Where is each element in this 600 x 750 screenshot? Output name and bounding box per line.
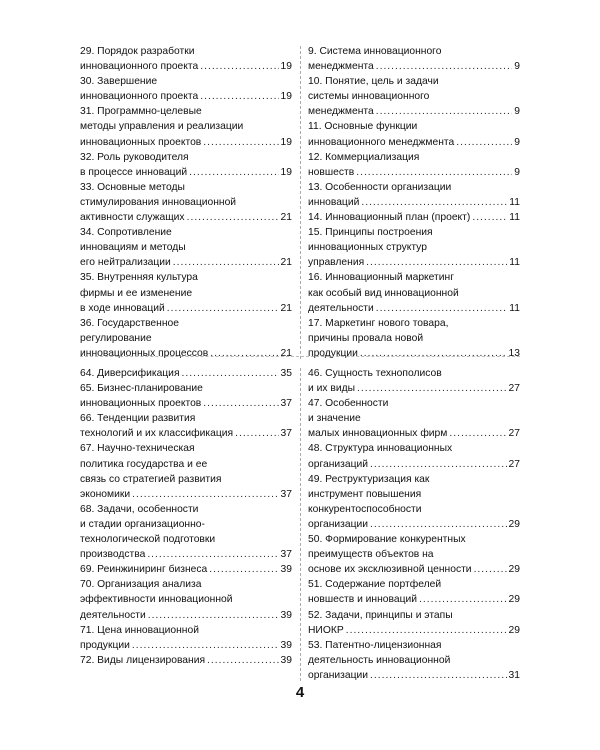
toc-entry-page-number: 29 — [508, 518, 520, 530]
toc-entry-final-line — [80, 366, 292, 381]
toc-entry-final-line — [80, 346, 292, 361]
toc-entry-title-end: продукции — [308, 347, 358, 359]
toc-entry[interactable] — [80, 623, 292, 653]
toc-entry-final-line — [308, 59, 520, 74]
dot-leader — [357, 381, 507, 396]
toc-entry-line: 11. Основные функции — [308, 121, 418, 133]
dot-leader — [148, 608, 279, 623]
toc-entry-page-number: 11 — [509, 257, 520, 269]
toc-entry[interactable] — [80, 180, 292, 225]
toc-entry-final-line — [308, 517, 520, 532]
toc-entry[interactable] — [308, 210, 520, 225]
toc-entry[interactable] — [308, 316, 520, 361]
dot-leader — [132, 638, 279, 653]
toc-entry-title-end: инновационного менеджмента — [308, 136, 455, 148]
toc-entry[interactable] — [308, 532, 520, 577]
dot-leader — [376, 59, 513, 74]
toc-entry-final-line — [80, 638, 292, 653]
toc-entry-title-end: продукции — [80, 639, 130, 651]
toc-entry-final-line — [80, 608, 292, 623]
toc-entry-final-line — [308, 165, 520, 180]
toc-entry-line: 34. Сопротивление — [80, 227, 172, 239]
toc-entry-title-end: его нейтрализации — [80, 257, 171, 269]
toc-entry-final-line — [80, 487, 292, 502]
toc-entry-title-end: менеджмента — [308, 106, 374, 118]
dot-leader — [376, 301, 508, 316]
toc-entry-page-number: 19 — [280, 61, 292, 73]
dot-leader — [356, 165, 512, 180]
toc-entry-title-end: в процессе инноваций — [80, 166, 188, 178]
toc-entry[interactable] — [308, 396, 520, 441]
toc-entry-line: 29. Порядок разработки — [80, 46, 195, 57]
toc-entry-line: 46. Сущность технополисов — [308, 368, 442, 379]
toc-entry-page-number: 39 — [280, 609, 292, 621]
toc-entry-line: технологической подготовки — [80, 534, 216, 546]
toc-entry-page-number: 19 — [280, 91, 292, 103]
toc-entry-line: 32. Роль руководителя — [80, 151, 189, 163]
toc-entry-title-end: экономики — [80, 488, 131, 500]
toc-entry-line: 9. Система инновационного — [308, 46, 442, 57]
dot-leader — [346, 623, 507, 638]
dot-leader — [189, 165, 278, 180]
toc-entry[interactable] — [308, 180, 520, 210]
toc-entry-page-number: 11 — [509, 302, 520, 314]
toc-entry[interactable] — [308, 608, 520, 638]
toc-entry-line: политика государства и ее — [80, 458, 208, 470]
toc-column-top-left — [80, 44, 292, 361]
toc-entry[interactable] — [308, 638, 520, 683]
toc-entry-title-end: основе их эксклюзивной ценности — [308, 564, 472, 576]
toc-entry-title-end: НИОКР — [308, 624, 344, 636]
toc-entry-final-line — [308, 255, 520, 270]
toc-entry-page-number: 19 — [280, 166, 292, 178]
toc-entry-page-number: 9 — [514, 61, 520, 73]
toc-entry-line: 65. Бизнес-планирование — [80, 383, 203, 395]
toc-entry-line: 48. Структура инновационных — [308, 443, 453, 455]
dot-leader — [474, 562, 507, 577]
section-divider — [80, 356, 520, 357]
dot-leader — [449, 426, 506, 441]
toc-entry[interactable] — [308, 225, 520, 270]
dot-leader — [370, 517, 507, 532]
toc-entry-page-number: 27 — [508, 383, 520, 395]
toc-entry-title-end: организации — [308, 518, 368, 530]
toc-entry-line: 36. Государственное — [80, 317, 179, 329]
toc-entry-final-line — [308, 668, 520, 683]
toc-entry-line: фирмы и ее изменение — [80, 287, 193, 299]
toc-entry-line: инновациям и методы — [80, 242, 186, 254]
toc-entry-page-number: 39 — [280, 639, 292, 651]
toc-entry[interactable] — [80, 381, 292, 411]
toc-entry-final-line — [308, 346, 520, 361]
toc-entry-line: 10. Понятие, цель и задачи — [308, 76, 439, 88]
dot-leader — [203, 135, 278, 150]
toc-entry-final-line — [80, 89, 292, 104]
toc-entry-line: 67. Научно-техническая — [80, 443, 195, 455]
toc-entry-line: 16. Инновационный маркетинг — [308, 272, 454, 284]
toc-entry-line: 31. Программно-целевые — [80, 106, 202, 118]
toc-entry-page-number: 9 — [514, 106, 520, 118]
toc-entry[interactable] — [80, 577, 292, 622]
toc-entry-page-number: 19 — [280, 136, 292, 148]
toc-entry-title-end: новшеств и инноваций — [308, 594, 418, 606]
toc-entry[interactable] — [80, 562, 292, 577]
toc-entry-title-end: инновационных процессов — [80, 347, 209, 359]
toc-entry-page-number: 29 — [508, 594, 520, 606]
dot-leader — [200, 89, 278, 104]
toc-entry-final-line — [308, 135, 520, 150]
dot-leader — [370, 457, 507, 472]
toc-column-bottom-right — [308, 366, 520, 683]
page-number: 4 — [295, 684, 305, 701]
toc-entry[interactable] — [80, 441, 292, 501]
toc-entry-final-line — [308, 562, 520, 577]
dot-leader — [361, 195, 507, 210]
toc-entry-line: конкурентоспособности — [308, 503, 422, 515]
toc-entry[interactable] — [308, 577, 520, 607]
toc-entry-title-end: 69. Реинжиниринг бизнеса — [80, 564, 208, 576]
toc-entry[interactable] — [308, 441, 520, 471]
toc-entry-line: 30. Завершение — [80, 76, 158, 88]
toc-entry-line: инновационных структур — [308, 242, 427, 254]
toc-entry-page-number: 39 — [280, 654, 292, 666]
toc-entry-page-number: 37 — [280, 398, 292, 410]
toc-column-top-right — [308, 44, 520, 361]
toc-entry[interactable] — [80, 316, 292, 361]
toc-entry-title-end: новшеств — [308, 166, 355, 178]
toc-entry[interactable] — [308, 472, 520, 532]
toc-entry-line: 52. Задачи, принципы и этапы — [308, 609, 453, 621]
toc-entry[interactable] — [80, 366, 292, 381]
toc-entry-page-number: 29 — [508, 564, 520, 576]
toc-entry-final-line — [80, 562, 292, 577]
dot-leader — [366, 255, 507, 270]
toc-entry-page-number: 27 — [508, 458, 520, 470]
dot-leader — [182, 366, 279, 381]
toc-entry-line: преимуществ объектов на — [308, 549, 434, 561]
toc-entry-line: 17. Маркетинг нового товара, — [308, 317, 449, 329]
toc-entry-line: 70. Организация анализа — [80, 579, 202, 591]
dot-leader — [203, 396, 278, 411]
toc-entry-final-line — [308, 195, 520, 210]
toc-entry-final-line — [80, 210, 292, 225]
toc-entry-final-line — [308, 301, 520, 316]
toc-entry-line: 33. Основные методы — [80, 181, 185, 193]
toc-entry-line: 15. Принципы построения — [308, 227, 433, 239]
dot-leader — [472, 210, 507, 225]
toc-entry-final-line — [308, 381, 520, 396]
toc-entry-line: как особый вид инновационной — [308, 287, 459, 299]
toc-entry-line: 50. Формирование конкурентных — [308, 534, 466, 546]
toc-entry[interactable] — [308, 74, 520, 119]
dot-leader — [209, 562, 278, 577]
toc-entry-page-number: 21 — [280, 212, 292, 224]
toc-entry[interactable] — [308, 150, 520, 180]
toc-entry[interactable] — [80, 502, 292, 562]
toc-entry[interactable] — [80, 150, 292, 180]
dot-leader — [360, 346, 507, 361]
toc-entry-page-number: 13 — [508, 347, 520, 359]
toc-entry-final-line — [308, 104, 520, 119]
toc-entry-line: и значение — [308, 413, 361, 425]
toc-entry-page-number: 21 — [280, 302, 292, 314]
toc-entry-final-line — [80, 255, 292, 270]
toc-entry-final-line — [80, 59, 292, 74]
toc-entry[interactable] — [80, 104, 292, 149]
toc-entry-line: методы управления и реализации — [80, 121, 244, 133]
toc-entry-line: 13. Особенности организации — [308, 181, 452, 193]
dot-leader — [235, 426, 278, 441]
toc-entry-line: деятельность инновационной — [308, 654, 451, 666]
toc-entry-line: связь со стратегией развития — [80, 473, 222, 485]
toc-entry-final-line — [80, 135, 292, 150]
toc-entry-page-number: 37 — [280, 549, 292, 561]
toc-entry[interactable] — [308, 270, 520, 315]
toc-entry-final-line — [308, 210, 520, 225]
dot-leader — [200, 59, 278, 74]
toc-entry-title-end: в ходе инноваций — [80, 302, 165, 314]
toc-entry-line: 68. Задачи, особенности — [80, 503, 199, 515]
toc-entry-title-end: производства — [80, 549, 146, 561]
toc-entry-title-end: инновационного проекта — [80, 91, 199, 103]
toc-entry-final-line — [80, 547, 292, 562]
toc-entry-title-end: менеджмента — [308, 61, 374, 73]
toc-entry[interactable] — [80, 270, 292, 315]
toc-entry-line: инструмент повышения — [308, 488, 422, 500]
toc-entry[interactable] — [308, 119, 520, 149]
toc-entry-title-end: организаций — [308, 458, 368, 470]
toc-column-bottom-left — [80, 366, 292, 668]
dot-leader — [167, 301, 279, 316]
toc-entry-title-end: 64. Диверсификация — [80, 368, 180, 379]
toc-entry-line: регулирование — [80, 332, 152, 344]
toc-entry-title-end: организации — [308, 669, 368, 681]
toc-entry-title-end: 14. Инновационный план (проект) — [308, 212, 471, 224]
toc-entry-line: 49. Реструктуризация как — [308, 473, 430, 485]
toc-entry-final-line — [80, 301, 292, 316]
dot-leader — [370, 668, 507, 683]
dot-leader — [132, 487, 278, 502]
toc-entry-title-end: инновационных проектов — [80, 136, 202, 148]
dot-leader — [210, 346, 278, 361]
toc-entry-title-end: технологий и их классификация — [80, 428, 234, 440]
toc-entry-page-number: 35 — [280, 368, 292, 379]
toc-entry-line: эффективности инновационной — [80, 594, 233, 606]
dot-leader — [147, 547, 278, 562]
toc-entry-final-line — [308, 426, 520, 441]
toc-entry-final-line — [308, 623, 520, 638]
toc-entry-final-line — [308, 457, 520, 472]
toc-entry[interactable] — [80, 74, 292, 104]
toc-entry-page-number: 31 — [508, 669, 520, 681]
toc-entry[interactable] — [308, 44, 520, 74]
toc-entry[interactable] — [80, 653, 292, 668]
toc-entry-page-number: 39 — [280, 564, 292, 576]
toc-entry-page-number: 9 — [514, 136, 520, 148]
toc-entry-title-end: малых инновационных фирм — [308, 428, 448, 440]
toc-entry-line: 12. Коммерциализация — [308, 151, 420, 163]
toc-entry-page-number: 37 — [280, 428, 292, 440]
toc-entry-title-end: деятельности — [308, 302, 374, 314]
dot-leader — [187, 210, 279, 225]
toc-entry-title-end: 72. Виды лицензирования — [80, 654, 206, 666]
toc-entry-page-number: 27 — [508, 428, 520, 440]
toc-entry-line: 35. Внутренняя культура — [80, 272, 198, 284]
toc-entry-line: 66. Тенденции развития — [80, 413, 196, 425]
dot-leader — [419, 592, 507, 607]
toc-entry-final-line — [80, 426, 292, 441]
toc-entry-line: стимулирования инновационной — [80, 196, 237, 208]
toc-entry[interactable] — [80, 44, 292, 74]
toc-entry-final-line — [80, 165, 292, 180]
dot-leader — [376, 104, 513, 119]
toc-entry-line: причины провала новой — [308, 332, 424, 344]
toc-entry-title-end: активности служащих — [80, 212, 185, 224]
toc-entry-final-line — [80, 396, 292, 411]
toc-entry-line: и стадии организационно- — [80, 518, 205, 530]
toc-entry-line: 47. Особенности — [308, 398, 389, 410]
toc-entry-final-line — [80, 653, 292, 668]
toc-entry-title-end: и их виды — [308, 383, 356, 395]
toc-entry-title-end: деятельности — [80, 609, 146, 621]
toc-entry-page-number: 11 — [509, 196, 520, 208]
toc-entry-page-number: 9 — [514, 166, 520, 178]
dot-leader — [456, 135, 512, 150]
toc-entry-line: 71. Цена инновационной — [80, 624, 199, 636]
toc-entry-title-end: управления — [308, 257, 365, 269]
toc-entry[interactable] — [80, 225, 292, 270]
toc-entry-page-number: 21 — [280, 257, 292, 269]
toc-entry-title-end: инновационных проектов — [80, 398, 202, 410]
toc-entry-page-number: 29 — [508, 624, 520, 636]
toc-entry-final-line — [308, 592, 520, 607]
toc-entry-title-end: инноваций — [308, 196, 360, 208]
toc-entry-line: 53. Патентно-лицензионная — [308, 639, 442, 651]
toc-entry-page-number: 37 — [280, 488, 292, 500]
toc-entry-page-number: 11 — [509, 212, 520, 224]
dot-leader — [207, 653, 278, 668]
toc-entry-page-number: 21 — [280, 347, 292, 359]
toc-entry-title-end: инновационного проекта — [80, 61, 199, 73]
toc-entry[interactable] — [80, 411, 292, 441]
dot-leader — [173, 255, 279, 270]
toc-entry[interactable] — [308, 366, 520, 396]
toc-entry-line: 51. Содержание портфелей — [308, 579, 442, 591]
toc-entry-line: системы инновационного — [308, 91, 430, 103]
